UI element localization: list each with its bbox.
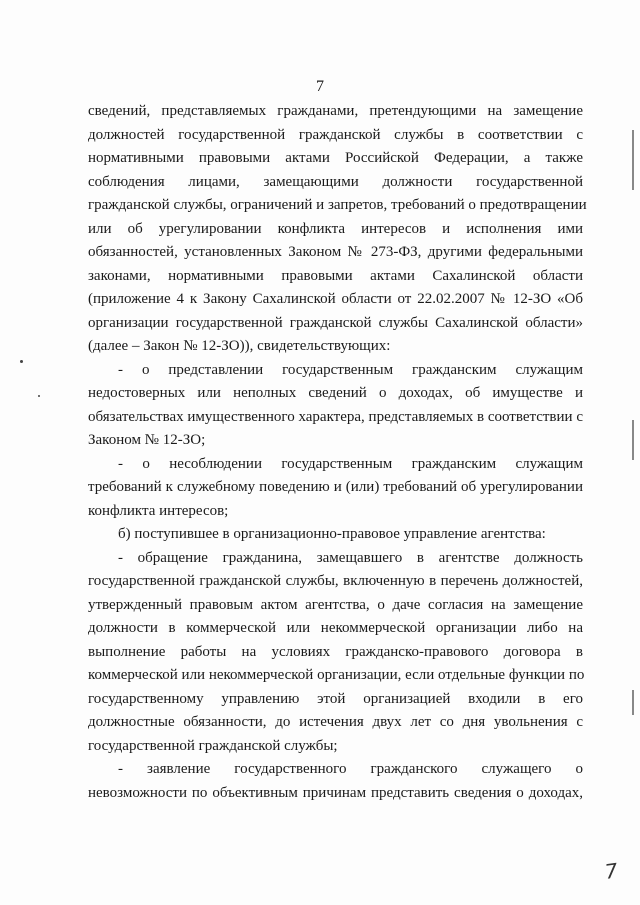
scan-edge-mark — [632, 420, 634, 460]
text-line: конфликта интересов; — [88, 502, 229, 519]
text-line: государственной гражданской службы, включенную в перечень должностей, — [88, 573, 583, 589]
body-text — [88, 100, 587, 805]
text-line: законами, нормативными правовыми актами Сахалинской области — [88, 267, 583, 284]
text-line: государственной гражданской службы; — [88, 737, 338, 754]
scan-edge-mark — [632, 130, 634, 190]
text-line: сведений, представляемых гражданами, претендующими на замещение — [88, 103, 583, 119]
text-line: коммерческой или некоммерческой организации, если отдельные функции по — [88, 667, 585, 683]
text-line: (приложение 4 к Закону Сахалинской области от 22.02.2007 № 12-ЗО «Об — [88, 291, 583, 307]
text-line: нормативными правовыми актами Российской Федерации, а также — [88, 150, 583, 166]
handwritten-page-number: 7 — [603, 858, 620, 884]
text-line: или об урегулировании конфликта интересов и исполнения ими — [88, 220, 583, 237]
text-line: - о представлении государственным гражданским служащим — [118, 361, 583, 378]
text-line: должностей государственной гражданской службы в соответствии с — [88, 126, 583, 143]
text-line: - о несоблюдении государственным гражданским служащим — [118, 455, 583, 472]
scan-speck — [20, 360, 23, 363]
text-line: соблюдения лицами, замещающими должности государственной — [88, 173, 583, 190]
text-line: б) поступившее в организационно-правовое управление агентства: — [118, 526, 546, 542]
scan-edge-mark — [632, 690, 634, 715]
page-number: 7 — [316, 78, 324, 95]
text-line: невозможности по объективным причинам представить сведения о доходах, — [88, 784, 583, 801]
text-line: утвержденный правовым актом агентства, о даче согласия на замещение — [88, 596, 583, 613]
text-line: обязанностей, установленных Законом № 273-ФЗ, другими федеральными — [88, 244, 583, 260]
text-line: - заявление государственного гражданского служащего о — [118, 761, 583, 777]
text-line: государственному управлению этой организацией входили в его — [88, 690, 583, 707]
text-line: организации государственной гражданской службы Сахалинской области» — [88, 314, 583, 331]
text-line: - обращение гражданина, замещавшего в агентстве должность — [118, 549, 583, 566]
text-line: недостоверных или неполных сведений о доходах, об имуществе и — [88, 385, 583, 401]
text-line: требований к служебному поведению и (или) требований об урегулировании — [88, 479, 583, 495]
text-line: гражданской службы, ограничений и запретов, требований о предотвращении — [88, 197, 587, 213]
text-line: выполнение работы на условиях гражданско-правового договора в — [88, 643, 583, 660]
text-line: (далее – Закон № 12-ЗО)), свидетельствующих: — [88, 338, 391, 354]
scan-speck — [38, 395, 40, 397]
text-line: должностные обязанности, до истечения двух лет со дня увольнения с — [88, 714, 583, 730]
text-line: должности в коммерческой или некоммерческой организации либо на — [88, 620, 583, 636]
text-line: Законом № 12-ЗО; — [88, 432, 206, 448]
text-line: обязательствах имущественного характера, представляемых в соответствии с — [88, 408, 583, 425]
